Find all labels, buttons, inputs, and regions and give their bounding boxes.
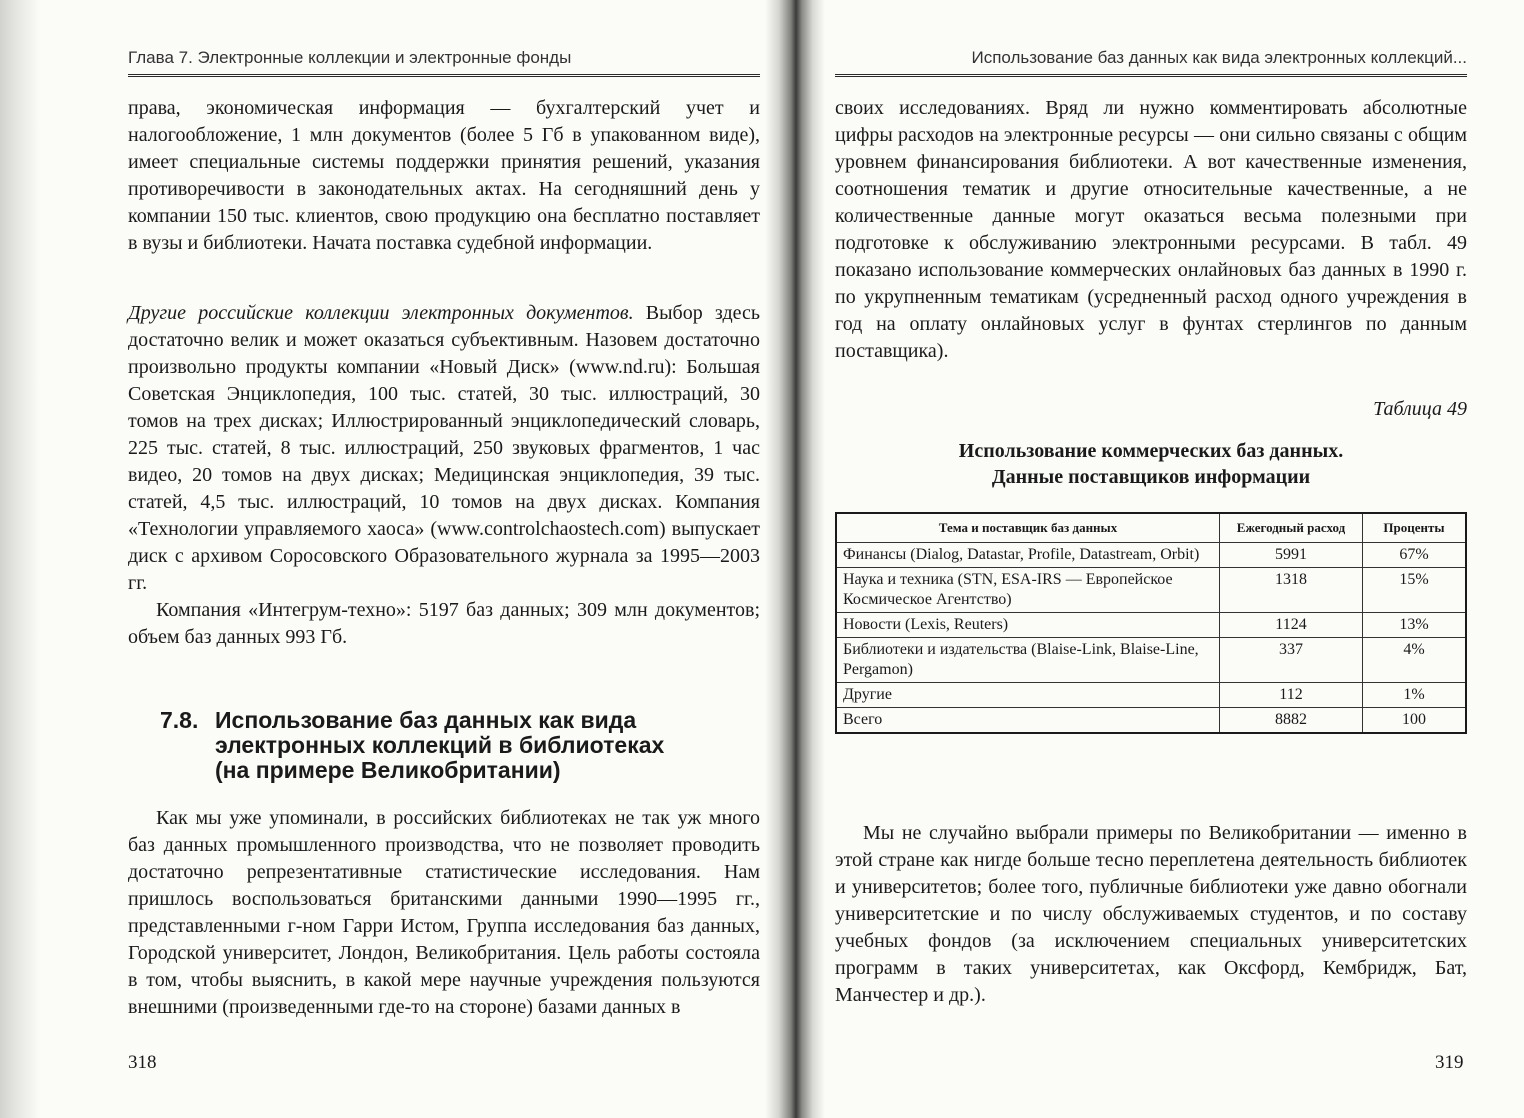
table-caption: Таблица 49 [1373, 398, 1467, 420]
table-cell: Всего [836, 708, 1220, 734]
table-cell: 337 [1220, 638, 1363, 683]
paragraph: своих исследованиях. Вряд ли нужно комментировать абсолютные цифры расходов на электронные ресурсы — они сильно связаны с общим уровнем финансирования библиотеки. А вот качественные изменения, соотношения тематик и другие относительные качественные, а не количественные данные могут оказаться весьма полезными при подготовке к обслуживанию электронными ресурсами. В табл. 49 показано использование коммерческих онлайновых баз данных в 1990 г. по укрупненным тематикам (усредненный расход одного учреждения в год на оплату онлайновых услуг в фунтах стерлингов по данным поставщика). [835, 97, 1467, 362]
running-head-right: Использование баз данных как вида электронных коллекций... [835, 48, 1467, 77]
column-header: Проценты [1363, 513, 1467, 543]
column-header: Тема и поставщик баз данных [836, 513, 1220, 543]
table-row [836, 543, 1466, 568]
page-number-right: 319 [1435, 1052, 1464, 1073]
section-heading [160, 708, 720, 783]
table-cell: 67% [1363, 543, 1467, 568]
section-title-line: Использование баз данных как вида [215, 707, 637, 733]
table-cell: Финансы (Dialog, Datastar, Profile, Datastream, Orbit) [836, 543, 1220, 568]
table-cell: Новости (Lexis, Reuters) [836, 613, 1220, 638]
table-row [836, 568, 1466, 613]
table-title [835, 438, 1467, 490]
paragraph-group [128, 805, 760, 1021]
section-number: 7.8. [160, 707, 199, 733]
book-gutter-shadow [765, 0, 825, 1118]
table-cell: 4% [1363, 638, 1467, 683]
running-head-left: Глава 7. Электронные коллекции и электронные фонды [128, 48, 760, 77]
paragraph: Как мы уже упоминали, в российских библиотеках не так уж много баз данных промышленного производства, что не позволяет проводить достаточно репрезентативные статистические исследования. Нам пришлось воспользоваться британскими данными 1990—1995 гг., представленными г-ном Гарри Истом, Группа исследования баз данных, Городской университет, Лондон, Великобритания. Цель работы состояла в том, чтобы выяснить, в какой мере научные учреждения пользуются внешними (произведенными где-то на стороне) базами данных в [128, 807, 760, 1018]
paragraph: Компания «Интегрум-техно»: 5197 баз данных; 309 млн документов; объем баз данных 993 Гб. [128, 599, 760, 648]
section-title-line: (на примере Великобритании) [215, 757, 561, 783]
table-cell: 15% [1363, 568, 1467, 613]
table-cell: 13% [1363, 613, 1467, 638]
table-title-line: Использование коммерческих баз данных. [958, 440, 1344, 462]
table-cell: Библиотеки и издательства (Blaise-Link, Blaise-Line, Pergamon) [836, 638, 1220, 683]
paragraph-group [128, 300, 760, 651]
page-edge-shadow [0, 0, 40, 1118]
table-row [836, 683, 1466, 708]
section-title-line: электронных коллекций в библиотеках [215, 732, 665, 758]
section-title [160, 708, 720, 783]
table-row [836, 613, 1466, 638]
paragraph: Мы не случайно выбрали примеры по Великобритании — именно в этой стране как нигде больше тесно переплетена деятельность библиотек и университетов; более того, публичные библиотеки уже давно обогнали университетские и по числу обслуживаемых студентов, и по составу учебных фондов (за исключением специальных университетских программ в таких университетах, как Оксфорд, Кембридж, Бат, Манчестер и др.). [835, 822, 1467, 1006]
table-cell: 1% [1363, 683, 1467, 708]
table-header-row [836, 513, 1466, 543]
table-cell: Наука и техника (STN, ESA-IRS — Европейское Космическое Агентство) [836, 568, 1220, 613]
paragraph-body: Выбор здесь достаточно велик и может оказаться субъективным. Назовем достаточно произвольно продукты компании «Новый Диск» (www.nd.ru): Большая Советская Энциклопедия, 100 тыс. статей, 30 тыс. иллюстраций, 30 томов на трех дисках; Иллюстрированный энциклопедический словарь, 225 тыс. статей, 8 тыс. иллюстраций, 250 звуковых фрагментов, 1 час видео, 20 томов на двух дисках; Медицинская энциклопедия, 39 тыс. статей, 4,5 тыс. иллюстраций, 10 томов на двух дисках. Компания «Технологии управляемого хаоса» (www.controlchaostech.com) выпускает диск с архивом Соросовского Образовательного журнала за 1995—2003 гг. [128, 302, 760, 594]
table-cell: 1318 [1220, 568, 1363, 613]
table-title-line: Данные поставщиков информации [991, 466, 1311, 488]
table-cell: 1124 [1220, 613, 1363, 638]
column-header: Ежегодный расход [1220, 513, 1363, 543]
paragraph-group [835, 820, 1467, 1009]
page-number-left: 318 [128, 1052, 157, 1073]
right-page [790, 0, 1524, 1118]
data-table [835, 512, 1467, 734]
paragraph: права, экономическая информация — бухгалтерский учет и налогообложение, 1 млн документов (более 5 Гб в упакованном виде), имеет специальные системы поддержки принятия решений, указания противоречивости в законодательных актах. На сегодняшний день у компании 150 тыс. клиентов, свою продукцию она бесплатно поставляет в вузы и библиотеки. Начата поставка судебной информации. [128, 97, 760, 254]
table-cell: 112 [1220, 683, 1363, 708]
table-row-total [836, 708, 1466, 734]
paragraph [128, 300, 760, 597]
paragraph-continuation [835, 95, 1467, 365]
table-row [836, 638, 1466, 683]
italic-lead-in: Другие российские коллекции электронных документов. [128, 302, 634, 324]
paragraph-continuation [128, 95, 760, 257]
table-cell: 8882 [1220, 708, 1363, 734]
table-cell: 5991 [1220, 543, 1363, 568]
table-cell: Другие [836, 683, 1220, 708]
table-cell: 100 [1363, 708, 1467, 734]
